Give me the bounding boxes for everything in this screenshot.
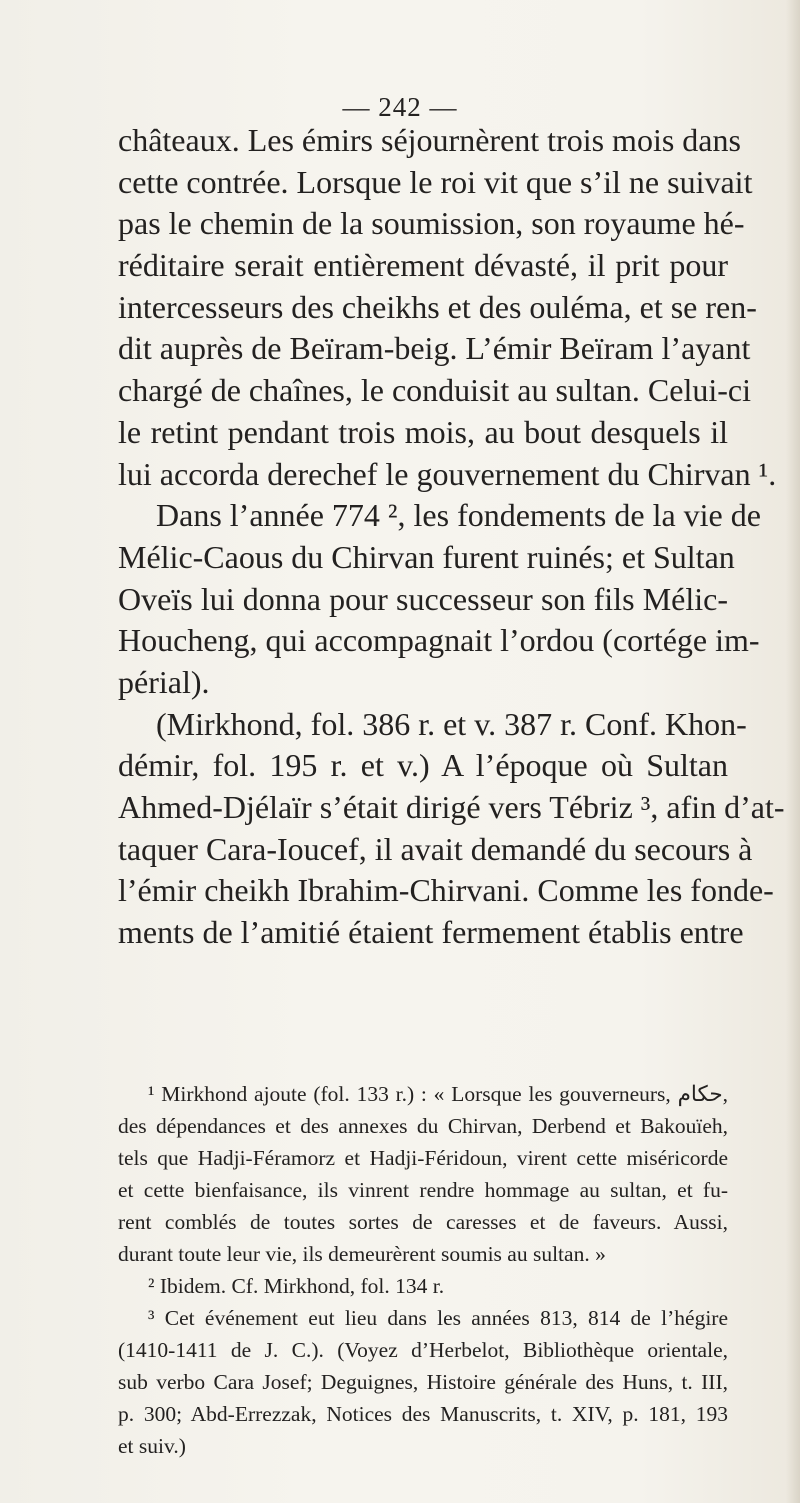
text-line: Ahmed-Djélaïr s’était dirigé vers Tébriz ³, afin d’at- (118, 789, 785, 825)
text-line: lui accorda derechef le gouvernement du Chirvan ¹. (118, 455, 777, 492)
footnote-line: ³ Cet événement eut lieu dans les années 813, 814 de l’hégire (148, 1306, 728, 1330)
text-line: dit auprès de Beïram-beig. L’émir Beïram l’ayant (118, 330, 751, 367)
text-line: taquer Cara-Ioucef, il avait demandé du secours à (118, 830, 753, 867)
footnote-line: rent comblés de toutes sortes de caresses et de faveurs. Aussi, (118, 1210, 728, 1234)
page-edge-shadow (786, 0, 800, 1503)
text-line: Dans l’année 774 ², les fondements de la vie de (156, 497, 761, 534)
text-line: cette contrée. Lorsque le roi vit que s’il ne suivait (118, 163, 753, 200)
text-line: (Mirkhond, fol. 386 r. et v. 387 r. Conf. Khon- (156, 705, 747, 742)
footnote-line: sub verbo Cara Josef; Deguignes, Histoire générale des Huns, t. III, (118, 1370, 728, 1394)
text-line: l’émir cheikh Ibrahim-Chirvani. Comme les fonde- (118, 872, 774, 909)
text-line: réditaire serait entièrement dévasté, il prit pour (118, 247, 728, 284)
text-line: chargé de chaînes, le conduisit au sultan. Celui-ci (118, 372, 751, 409)
footnote-line: (1410-1411 de J. C.). (Voyez d’Herbelot, Bibliothèque orientale, (118, 1338, 728, 1362)
footnote-line: des dépendances et des annexes du Chirvan, Derbend et Bakouïeh, (118, 1114, 728, 1138)
footnote-line: durant toute leur vie, ils demeurèrent soumis au sultan. » (118, 1242, 606, 1266)
text-line: Houcheng, qui accompagnait l’ordou (cortége im- (118, 622, 760, 659)
text-line: châteaux. Les émirs séjournèrent trois mois dans (118, 122, 741, 158)
footnote-line: ¹ Mirkhond ajoute (fol. 133 r.) : « Lorsque les gouverneurs, حكام, (148, 1082, 728, 1106)
text-line: le retint pendant trois mois, au bout desquels il (118, 413, 728, 450)
text-line: pas le chemin de la soumission, son royaume hé- (118, 205, 745, 242)
text-line: Oveïs lui donna pour successeur son fils Mélic- (118, 580, 728, 617)
footnotes (118, 1078, 728, 1462)
main-text (118, 120, 785, 954)
footnote-line: tels que Hadji-Féramorz et Hadji-Féridoun, virent cette miséricorde (118, 1146, 728, 1170)
text-line: intercesseurs des cheikhs et des ouléma, et se ren- (118, 288, 757, 325)
text-line: Mélic-Caous du Chirvan furent ruinés; et Sultan (118, 538, 735, 575)
text-line: ments de l’amitié étaient fermement établis entre (118, 914, 744, 951)
footnote-line: p. 300; Abd-Errezzak, Notices des Manuscrits, t. XIV, p. 181, 193 (118, 1402, 728, 1426)
text-line: démir, fol. 195 r. et v.) A l’époque où Sultan (118, 747, 728, 784)
footnote-line: et suiv.) (118, 1434, 186, 1458)
footnote-line: ² Ibidem. Cf. Mirkhond, fol. 134 r. (148, 1274, 445, 1298)
footnote-line: et cette bienfaisance, ils vinrent rendre hommage au sultan, et fu- (118, 1178, 728, 1202)
page-number: — 242 — (342, 92, 458, 122)
text-line: périal). (118, 663, 210, 700)
